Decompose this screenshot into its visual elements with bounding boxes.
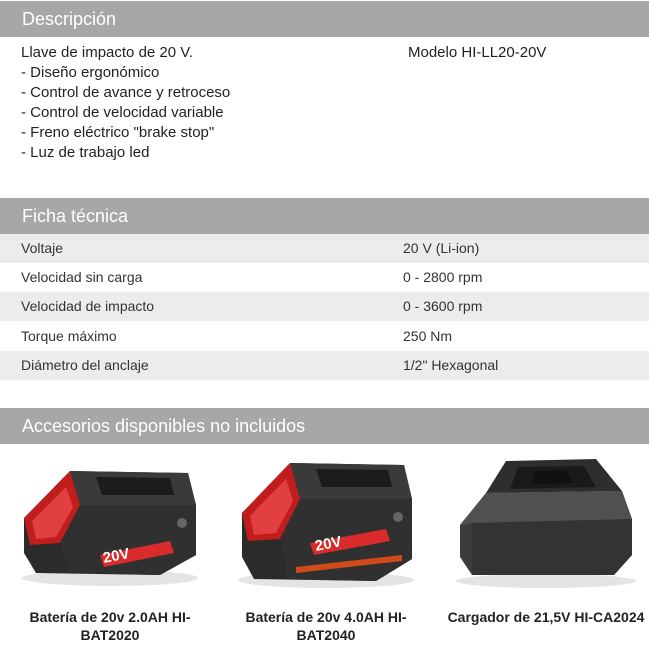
battery-4ah-image bbox=[226, 443, 426, 593]
product-charger bbox=[446, 443, 646, 663]
descripcion-line: - Control de avance y retroceso bbox=[21, 84, 231, 101]
spec-value: 250 Nm bbox=[403, 328, 453, 344]
descripcion-line: - Diseño ergonómico bbox=[21, 64, 160, 81]
spec-row bbox=[0, 322, 649, 351]
ficha-header: Ficha técnica bbox=[0, 198, 649, 234]
battery-badge: 20V bbox=[313, 533, 343, 555]
spec-value: 1/2" Hexagonal bbox=[403, 357, 499, 373]
spec-row bbox=[0, 292, 649, 321]
product-battery-2ah bbox=[10, 443, 210, 663]
spec-row bbox=[0, 234, 649, 263]
descripcion-line: Llave de impacto de 20 V. bbox=[21, 44, 194, 61]
descripcion-line: - Freno eléctrico "brake stop" bbox=[21, 124, 215, 141]
product-caption: Batería de 20v 2.0AH HI-BAT2020 bbox=[29, 609, 191, 643]
spec-label: Velocidad de impacto bbox=[21, 298, 155, 314]
spec-value: 20 V (Li-ion) bbox=[403, 240, 480, 256]
spec-row bbox=[0, 263, 649, 292]
product-caption: Cargador de 21,5V HI-CA2024 bbox=[447, 609, 645, 625]
charger-image bbox=[446, 443, 646, 593]
battery-2ah-image bbox=[10, 443, 210, 593]
spec-label: Diámetro del anclaje bbox=[21, 357, 149, 373]
product-battery-4ah bbox=[226, 443, 426, 663]
descripcion-header: Descripción bbox=[0, 1, 649, 37]
accesorios-header: Accesorios disponibles no incluidos bbox=[0, 408, 649, 444]
descripcion-list bbox=[21, 43, 230, 163]
descripcion-line: - Control de velocidad variable bbox=[21, 104, 224, 121]
spec-value: 0 - 2800 rpm bbox=[403, 269, 483, 285]
product-caption: Batería de 20v 4.0AH HI-BAT2040 bbox=[245, 609, 407, 643]
spec-label: Velocidad sin carga bbox=[21, 269, 143, 285]
battery-badge: 20V bbox=[101, 545, 131, 567]
spec-row bbox=[0, 351, 649, 380]
model-number: Modelo HI-LL20-20V bbox=[408, 44, 547, 61]
spec-value: 0 - 3600 rpm bbox=[403, 298, 483, 314]
descripcion-line: - Luz de trabajo led bbox=[21, 144, 150, 161]
spec-label: Torque máximo bbox=[21, 328, 117, 344]
spec-label: Voltaje bbox=[21, 240, 64, 256]
